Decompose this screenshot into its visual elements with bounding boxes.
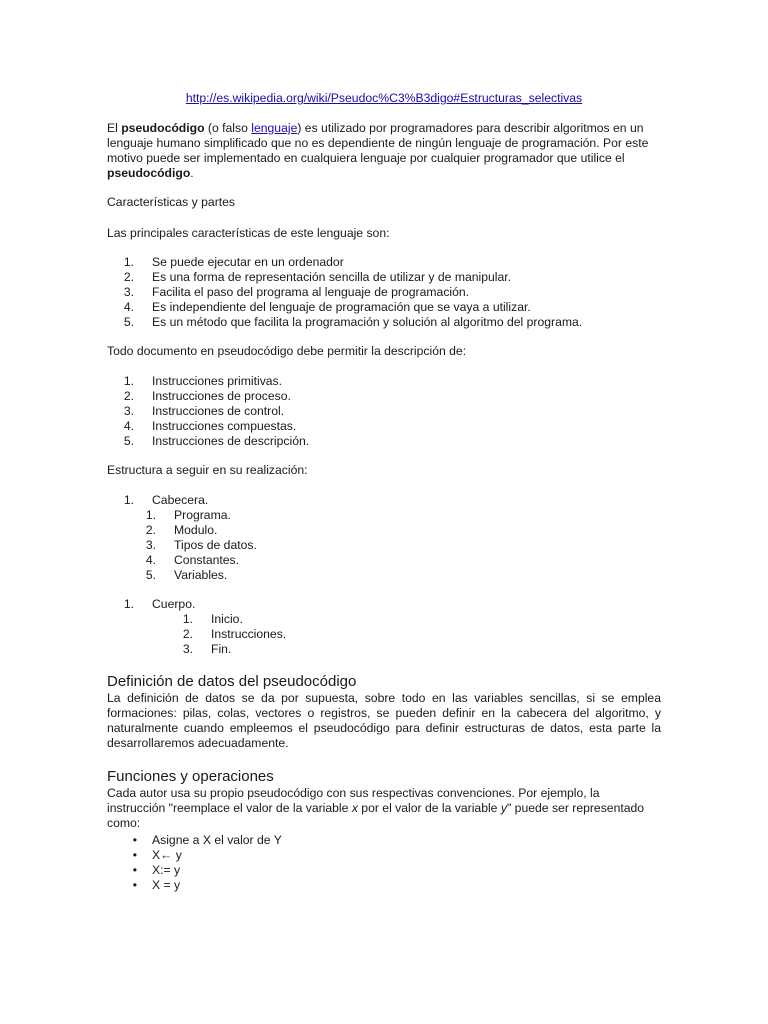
estructura-intro: Estructura a seguir en su realización: — [107, 463, 308, 477]
documento-intro: Todo documento en pseudocódigo debe permitir la descripción de: — [107, 344, 467, 358]
list-text: Inicio. — [211, 612, 243, 626]
list-text: Es un método que facilita la programación y solución al algoritmo del programa. — [152, 315, 583, 329]
funciones-text-2: por el valor de la variable — [357, 801, 501, 815]
list-number: 2. — [123, 389, 134, 403]
list-text: Es independiente del lenguaje de programación que se vaya a utilizar. — [152, 300, 531, 314]
list-text: Instrucciones de proceso. — [152, 389, 291, 403]
list-item-cuerpo — [107, 597, 661, 612]
intro-bold-1: pseudocódigo — [121, 121, 205, 135]
funciones-paragraph — [107, 786, 661, 831]
list-item — [107, 434, 661, 449]
documento-list — [107, 374, 661, 449]
intro-text-2: (o falso — [204, 121, 252, 135]
source-url-link[interactable]: http://es.wikipedia.org/wiki/Pseudoc%C3%B3digo#Estructuras_selectivas — [185, 91, 583, 105]
list-text: Tipos de datos. — [174, 538, 257, 552]
list-text: Instrucciones de descripción. — [152, 434, 310, 448]
list-number: 2. — [182, 627, 193, 641]
principales-list — [107, 255, 661, 330]
lenguaje-link[interactable]: lenguaje — [251, 121, 298, 135]
list-text: Instrucciones compuestas. — [152, 419, 297, 433]
intro-text-1: El — [107, 121, 122, 135]
intro-text-4: . — [190, 166, 194, 180]
list-text: Cabecera. — [152, 493, 209, 507]
list-number: 1. — [123, 597, 134, 611]
list-number: 4. — [123, 300, 134, 314]
caracteristicas-title: Características y partes — [107, 195, 236, 209]
list-item — [107, 553, 661, 568]
list-number: 5. — [123, 315, 134, 329]
list-text: Facilita el paso del programa al lenguaje de programación. — [152, 285, 470, 299]
list-number: 3. — [145, 538, 156, 552]
variable-y: y — [500, 801, 507, 815]
list-text: Cuerpo. — [152, 597, 196, 611]
list-number: 1. — [123, 374, 134, 388]
bullet-icon: • — [132, 848, 137, 862]
list-item — [107, 285, 661, 300]
list-item — [107, 374, 661, 389]
list-number: 3. — [123, 285, 134, 299]
bullet-text: Asigne a X el valor de Y — [152, 833, 282, 847]
bullet-icon: • — [132, 833, 137, 847]
list-number: 5. — [145, 568, 156, 582]
bullet-text: X:= y — [152, 863, 181, 877]
source-url-line — [0, 91, 768, 106]
list-item — [107, 270, 661, 285]
list-item — [107, 419, 661, 434]
list-item — [107, 315, 661, 330]
list-item — [107, 404, 661, 419]
variable-x: x — [351, 801, 358, 815]
list-text: Es una forma de representación sencilla de utilizar y de manipular. — [152, 270, 512, 284]
cuerpo-list — [107, 597, 661, 657]
list-number: 5. — [123, 434, 134, 448]
list-text: Programa. — [174, 508, 231, 522]
list-number: 1. — [145, 508, 156, 522]
list-number: 2. — [123, 270, 134, 284]
list-item — [107, 627, 661, 642]
bullet-text: X = y — [152, 878, 181, 892]
list-item — [107, 568, 661, 583]
list-number: 2. — [145, 523, 156, 537]
definicion-heading: Definición de datos del pseudocódigo — [107, 673, 357, 690]
funciones-text-1: Cada autor usa su propio pseudocódigo con sus respectivas convenciones. Por ejemplo, la instrucción "reemplace el valor de la variable — [107, 786, 600, 815]
list-number: 3. — [182, 642, 193, 656]
cabecera-list — [107, 493, 661, 583]
list-text: Instrucciones. — [211, 627, 287, 641]
list-text: Instrucciones primitivas. — [152, 374, 283, 388]
list-text: Constantes. — [174, 553, 240, 567]
list-item — [107, 612, 661, 627]
list-text: Fin. — [211, 642, 232, 656]
list-item — [107, 300, 661, 315]
list-number: 1. — [182, 612, 193, 626]
bullet-item — [107, 848, 661, 863]
list-text: Modulo. — [174, 523, 218, 537]
list-number: 1. — [123, 493, 134, 507]
bullet-icon: • — [132, 863, 137, 877]
principales-intro: Las principales características de este lenguaje son: — [107, 226, 390, 240]
list-item — [107, 508, 661, 523]
list-text: Instrucciones de control. — [152, 404, 285, 418]
definicion-paragraph: La definición de datos se da por supuesta, sobre todo en las variables sencillas, si se emplea formaciones: pilas, colas, vectores o registros, se pueden definir en la cabecera del algoritmo, y naturalmente cuando empleemos el pseudocódigo para definir estructuras de datos, esta parte la desarrollaremos adecuadamente. — [107, 691, 661, 750]
funciones-heading: Funciones y operaciones — [107, 768, 274, 785]
bullet-icon: • — [132, 878, 137, 892]
intro-text-3: ) es utilizado por programadores para describir algoritmos en un lenguaje humano simplificado que no es dependiente de ningún lenguaje de programación. Por este motivo puede ser implementado en cualquiera lenguaje por cualquier programador que utilice el — [107, 121, 649, 165]
list-text: Se puede ejecutar en un ordenador — [152, 255, 344, 269]
intro-bold-2: pseudocódigo — [107, 166, 191, 180]
funciones-text-3: " puede ser representado como: — [107, 801, 645, 830]
list-item — [107, 255, 661, 270]
list-number: 4. — [145, 553, 156, 567]
list-item — [107, 523, 661, 538]
list-item — [107, 642, 661, 657]
list-item — [107, 389, 661, 404]
list-number: 1. — [123, 255, 134, 269]
list-item-cabecera — [107, 493, 661, 508]
bullet-item — [107, 878, 661, 893]
bullet-text: X← y — [152, 848, 182, 862]
list-text: Variables. — [174, 568, 228, 582]
list-number: 3. — [123, 404, 134, 418]
list-number: 4. — [123, 419, 134, 433]
bullet-item — [107, 833, 661, 848]
funciones-bullet-list — [107, 833, 661, 893]
list-item — [107, 538, 661, 553]
intro-paragraph — [107, 121, 661, 181]
bullet-item — [107, 863, 661, 878]
